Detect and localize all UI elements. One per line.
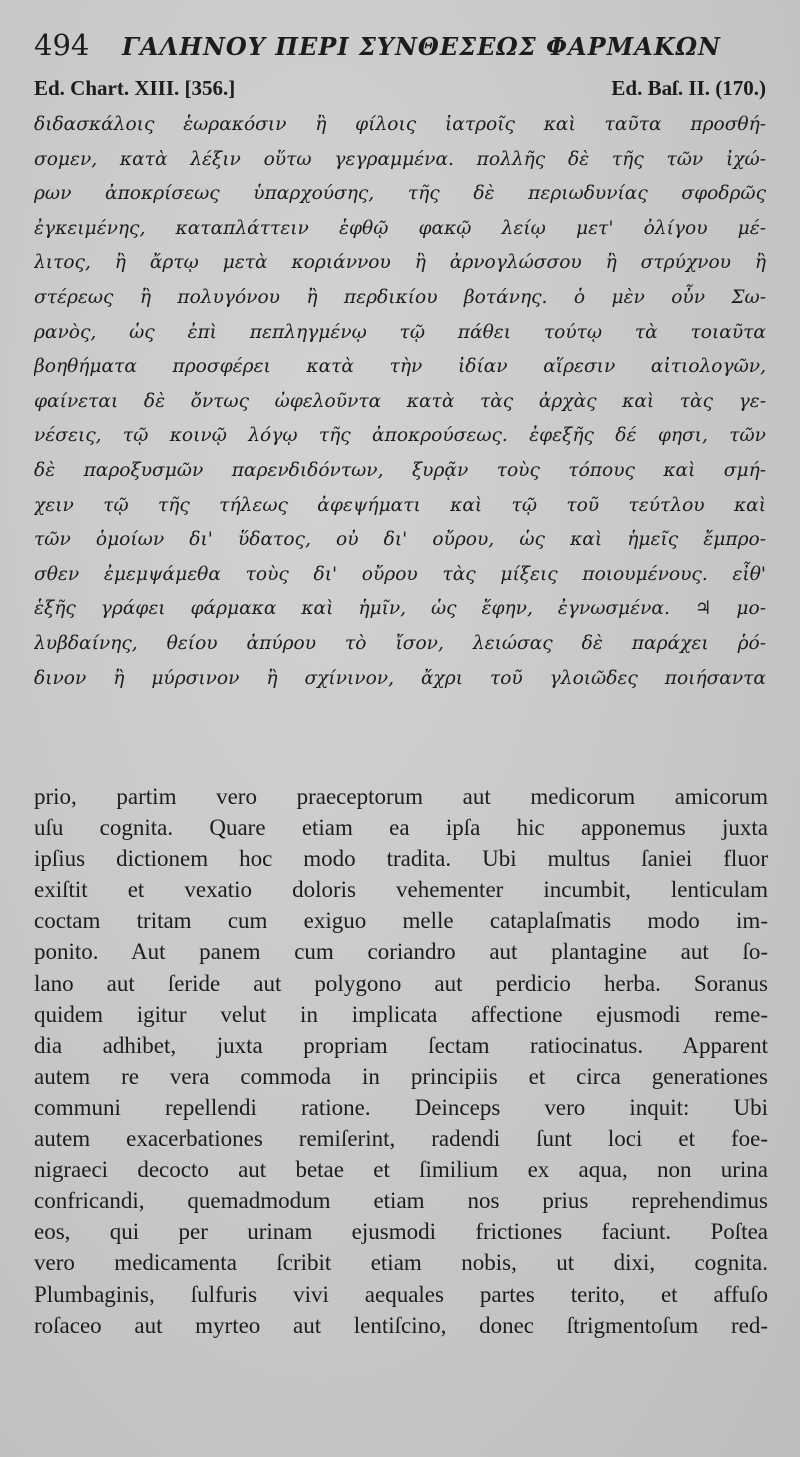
- greek-text-line: λυβδαίνης, θείου ἀπύρου τὸ ἴσον, λειώσας δὲ παράχει ῥό-: [34, 632, 766, 654]
- latin-text-line: dia adhibet, juxta propriam ſectam ratiocinatus. Apparent: [34, 1032, 768, 1058]
- greek-text-line: τῶν ὁμοίων δι' ὕδατος, οὐ δι' οὔρου, ὡς καὶ ἡμεῖς ἔμπρο-: [34, 529, 766, 551]
- greek-text-line: χειν τῷ τῆς τήλεως ἀφεψήματι καὶ τῷ τοῦ τεύτλου καὶ: [34, 494, 766, 516]
- page-number: 494: [34, 28, 90, 62]
- edition-reference-right: Ed. Baſ. II. (170.): [611, 76, 766, 100]
- latin-text-line: prio, partim vero praeceptorum aut medicorum amicorum: [34, 784, 768, 809]
- greek-text-line: νέσεις, τῷ κοινῷ λόγῳ τῆς ἀποκρούσεως. ἐφεξῆς δέ φησι, τῶν: [34, 425, 766, 447]
- greek-text-line: σθεν ἐμεμψάμεθα τοὺς δι' οὔρου τὰς μίξεις ποιουμένους. εἶθ': [34, 563, 766, 585]
- greek-text-line: ἑξῆς γράφει φάρμακα καὶ ἡμῖν, ὡς ἔφην, ἐγνωσμένα. ♃ μο-: [34, 598, 766, 620]
- greek-text-line: ἐγκειμένης, καταπλάττειν ἑφθῷ φακῷ λείῳ μετ' ὀλίγου μέ-: [34, 217, 766, 239]
- running-title: ΓΑΛΗΝΟΥ ΠΕΡΙ ΣΥΝΘΕΣΕΩΣ ΦΑΡΜΑΚΩΝ: [122, 32, 721, 61]
- running-header: [34, 28, 766, 72]
- latin-text-block: [34, 781, 768, 1341]
- latin-text-line: vero medicamenta ſcribit etiam nobis, ut dixi, cognita.: [34, 1250, 768, 1276]
- greek-text-line: σομεν, κατὰ λέξιν οὕτω γεγραμμένα. πολλῆς δὲ τῆς τῶν ἰχώ-: [34, 148, 766, 170]
- latin-text-line: communi repellendi ratione. Deinceps vero inquit: Ubi: [34, 1094, 768, 1120]
- latin-text-line: autem exacerbationes remiſerint, radendi ſunt loci et foe-: [34, 1126, 768, 1152]
- latin-text-line: quidem igitur velut in implicata affectione ejusmodi reme-: [34, 1001, 768, 1027]
- greek-text-line: ρων ἀποκρίσεως ὑπαρχούσης, τῆς δὲ περιωδυνίας σφοδρῶς: [34, 183, 766, 205]
- greek-text-line: ρανὸς, ὡς ἐπὶ πεπληγμένῳ τῷ πάθει τούτῳ τὰ τοιαῦτα: [34, 321, 766, 343]
- latin-text-line: coctam tritam cum exiguo melle cataplaſmatis modo im-: [34, 908, 768, 934]
- greek-text-block: [34, 108, 766, 696]
- greek-text-line: δινον ἢ μύρσινον ἢ σχίνινον, ἄχρι τοῦ γλοιῶδες ποιήσαντα: [34, 667, 766, 689]
- greek-text-line: φαίνεται δὲ ὄντως ὠφελοῦντα κατὰ τὰς ἀρχὰς καὶ τὰς γε-: [34, 390, 766, 412]
- latin-text-line: confricandi, quemadmodum etiam nos prius reprehendimus: [34, 1188, 768, 1214]
- latin-text-line: exiſtit et vexatio doloris vehementer incumbit, lenticulam: [34, 877, 768, 903]
- edition-references: [34, 76, 766, 106]
- edition-reference-left: Ed. Chart. XIII. [356.]: [34, 76, 236, 100]
- latin-text-line: lano aut ſeride aut polygono aut perdicio herba. Soranus: [34, 970, 768, 996]
- latin-text-line: roſaceo aut myrteo aut lentiſcino, donec ſtrigmentoſum red-: [34, 1312, 768, 1338]
- latin-text-line: nigraeci decocto aut betae et ſimilium ex aqua, non urina: [34, 1157, 768, 1183]
- latin-text-line: Plumbaginis, ſulfuris vivi aequales partes terito, et affuſo: [34, 1281, 768, 1307]
- latin-text-line: ponito. Aut panem cum coriandro aut plantagine aut ſo-: [34, 939, 768, 965]
- greek-text-line: στέρεως ἢ πολυγόνου ἢ περδικίου βοτάνης. ὁ μὲν οὖν Σω-: [34, 286, 766, 308]
- latin-text-line: autem re vera commoda in principiis et circa generationes: [34, 1063, 768, 1089]
- latin-text-line: uſu cognita. Quare etiam ea ipſa hic apponemus juxta: [34, 815, 768, 841]
- greek-text-line: βοηθήματα προσφέρει κατὰ τὴν ἰδίαν αἵρεσιν αἰτιολογῶν,: [34, 356, 766, 378]
- greek-text-line: δὲ παροξυσμῶν παρενδιδόντων, ξυρᾷν τοὺς τόπους καὶ σμή-: [34, 459, 766, 481]
- latin-text-line: eos, qui per urinam ejusmodi frictiones faciunt. Poſtea: [34, 1219, 768, 1245]
- latin-text-line: ipſius dictionem hoc modo tradita. Ubi multus ſaniei fluor: [34, 846, 768, 872]
- greek-text-line: διδασκάλοις ἑωρακόσιν ἢ φίλοις ἰατροῖς καὶ ταῦτα προσθή-: [34, 114, 766, 135]
- greek-text-line: λιτος, ἢ ἄρτῳ μετὰ κοριάννου ἢ ἀρνογλώσσου ἢ στρύχνου ἢ: [34, 252, 766, 274]
